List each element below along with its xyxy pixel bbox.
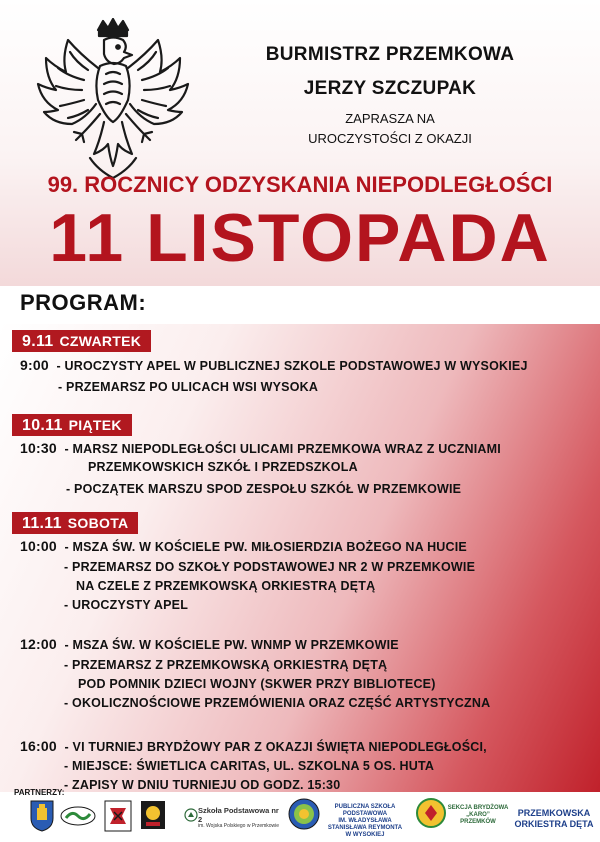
program-item: - OKOLICZNOŚCIOWE PRZEMÓWIENIA ORAZ CZĘŚĆ ARTYSTYCZNA [64, 696, 491, 710]
polish-eagle-emblem-icon [28, 18, 198, 186]
bridge-logo-text [446, 805, 510, 826]
pss-wysoka-seal-icon [288, 798, 320, 830]
program-item: - MIEJSCE: ŚWIETLICA CARITAS, UL. SZKOLNA 5 OS. HUTA [64, 759, 435, 773]
partner-emblem-icon [104, 800, 132, 832]
program-item-time: 10:30 [20, 440, 57, 456]
day-badge-1 [12, 330, 151, 352]
school2-name: Szkoła Podstawowa nr 2 [198, 806, 279, 824]
program-item-text: - UROCZYSTY APEL W PUBLICZNEJ SZKOLE PODSTAWOWEJ W WYSOKIEJ [56, 359, 528, 373]
school-emblem-icon [184, 808, 198, 822]
pss-logo-text [322, 804, 408, 838]
header-title-line1: BURMISTRZ PRZEMKOWA [265, 44, 515, 65]
program-item-time: 10:00 [20, 538, 57, 554]
program-title: PROGRAM: [20, 290, 147, 315]
program-item: - PRZEMARSZ PO ULICACH WSI WYSOKA [58, 380, 319, 394]
occasion-heading: 99. ROCZNICY ODZYSKANIA NIEPODLEGŁOŚCI [47, 172, 553, 197]
program-item: NA CZELE Z PRZEMKOWSKĄ ORKIESTRĄ DĘTĄ [76, 579, 376, 593]
pss-name: PUBLICZNA SZKOŁA PODSTAWOWA [334, 804, 396, 817]
day-badge-weekday: SOBOTA [67, 515, 129, 531]
day-badge-date: 10.11 [22, 417, 63, 434]
bridge-section-name: SEKCJA BRYDŻOWA „KARO” [447, 805, 509, 818]
program-item-time: 16:00 [20, 738, 57, 754]
orchestra-line2: ORKIESTRA DĘTA [514, 819, 594, 830]
program-item: - POCZĄTEK MARSZU SPOD ZESPOŁU SZKÓŁ W PRZEMKOWIE [66, 482, 462, 496]
program-item: - PRZEMARSZ Z PRZEMKOWSKĄ ORKIESTRĄ DĘTĄ [64, 658, 388, 672]
program-item-time: 9:00 [20, 357, 49, 373]
school2-logo-text [198, 807, 282, 830]
program-item-text: - MARSZ NIEPODLEGŁOŚCI ULICAMI PRZEMKOWA WRAZ Z UCZNIAMI [64, 442, 501, 456]
day-badge-date: 9.11 [22, 333, 54, 350]
event-date-heading: 11 LISTOPADA [49, 200, 551, 276]
program-item-time: 12:00 [20, 636, 57, 652]
program-item [20, 738, 487, 754]
program-background [0, 324, 600, 792]
day-badge-weekday: PIĄTEK [68, 417, 122, 433]
header-title-line2: JERZY SZCZUPAK [303, 78, 477, 99]
partners-label: PARTNERZY: [14, 788, 65, 797]
bridge-section-city: PRZEMKÓW [460, 818, 496, 825]
program-item: - UROCZYSTY APEL [64, 598, 189, 612]
program-item [20, 636, 399, 652]
day-badge-weekday: CZWARTEK [59, 333, 142, 349]
day-badge-3 [12, 512, 138, 534]
orchestra-logo-text [512, 808, 596, 831]
program-item: POD POMNIK DZIECI WOJNY (SKWER PRZY BIBLIOTECE) [78, 677, 436, 691]
partner-badge-icon [140, 800, 166, 830]
program-item-text: - MSZA ŚW. W KOŚCIELE PW. MIŁOSIERDZIA BOŻEGO NA HUCIE [64, 540, 467, 554]
day-badge-2 [12, 414, 132, 436]
przemkow-coat-of-arms-icon [30, 800, 54, 832]
header-invite-line2: UROCZYSTOŚCI Z OKAZJI [308, 131, 472, 146]
program-item-text: - MSZA ŚW. W KOŚCIELE PW. WNMP W PRZEMKOWIE [64, 638, 399, 652]
program-item: PRZEMKOWSKICH SZKÓŁ I PRZEDSZKOLA [88, 460, 358, 474]
program-item: - ZAPISY W DNIU TURNIEJU OD GODZ. 15:30 [64, 778, 341, 792]
program-item: - PRZEMARSZ DO SZKOŁY PODSTAWOWEJ NR 2 W PRZEMKOWIE [64, 560, 476, 574]
partner-logo-icon [60, 806, 96, 826]
header-invite-line1: ZAPRASZA NA [345, 111, 435, 126]
program-item [20, 440, 501, 456]
school2-subtitle: im. Wojska Polskiego w Przemkowie [198, 823, 280, 830]
program-item [20, 357, 528, 373]
program-item [20, 538, 467, 554]
bridge-section-logo-icon [416, 798, 446, 828]
pss-place: W WYSOKIEJ [345, 831, 385, 838]
program-item-text: - VI TURNIEJ BRYDŻOWY PAR Z OKAZJI ŚWIĘTA NIEPODLEGŁOŚCI, [64, 740, 487, 754]
orchestra-line1: PRZEMKOWSKA [517, 808, 591, 818]
pss-patron: IM. WŁADYSŁAWA STANISŁAWA REYMONTA [327, 817, 403, 831]
day-badge-date: 11.11 [22, 515, 62, 532]
